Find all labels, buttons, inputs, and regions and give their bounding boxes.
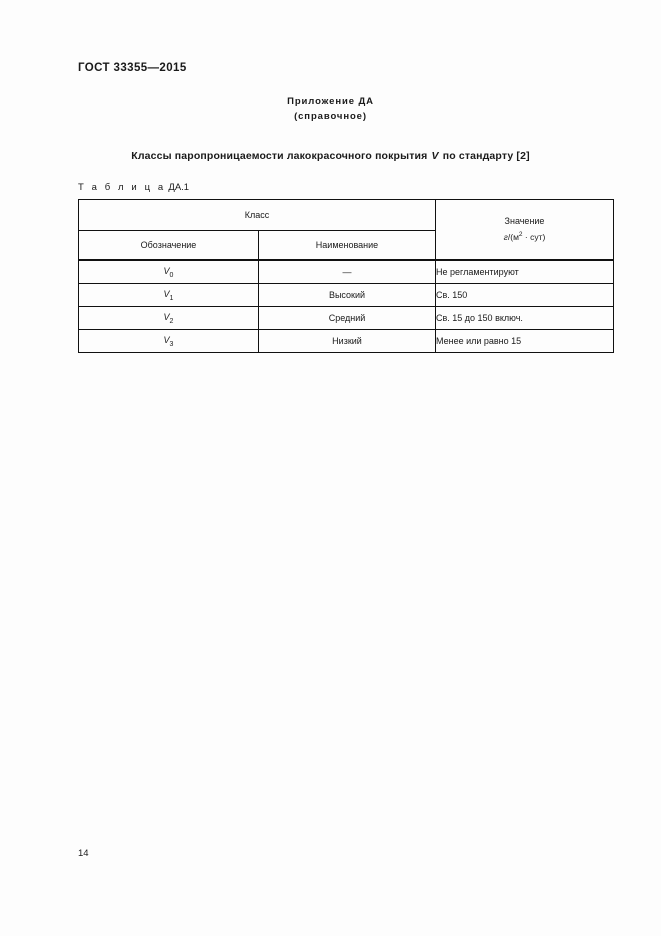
class-symbol: $V_1$ [163,288,174,302]
class-symbol: $V_2$ [163,311,174,325]
page-number: 14 [78,848,89,859]
annex-type: (справочное) [294,111,367,122]
cell-value: Св. 15 до 150 включ. [436,307,614,330]
cell-designation [79,330,259,353]
cell-name: Высокий [259,284,436,307]
vapor-permeability-classes-table [78,199,614,353]
table-header-row-group [79,200,614,231]
cell-designation [79,284,259,307]
header-class-group: Класс [79,200,436,231]
class-symbol: $V_3$ [163,334,174,348]
header-designation: Обозначение [79,231,259,261]
table-caption-number: ДА.1 [168,182,190,193]
table-row [79,284,614,307]
units-gram-symbol: г [503,231,508,242]
units-body: /(м [507,231,519,242]
cell-designation [79,307,259,330]
section-title [0,150,661,162]
table-caption [78,182,189,193]
cell-name: — [259,260,436,284]
annex-heading [0,94,661,124]
table-body [79,260,614,353]
cell-value: Не регламентируют [436,260,614,284]
units-exponent: 2 [518,231,523,239]
annex-label: Приложение ДА [287,96,374,107]
section-title-part2: по стандарту [2] [442,150,530,162]
table-row [79,330,614,353]
class-symbol: $V_0$ [163,265,174,279]
table-row [79,307,614,330]
header-value-label: Значение [504,216,545,227]
table-row [79,260,614,284]
section-title-symbol: V [431,150,439,162]
header-value-units [436,228,613,244]
cell-value: Св. 150 [436,284,614,307]
section-title-part1: Классы паропроницаемости лакокрасочного покрытия [131,150,428,162]
cell-value: Менее или равно 15 [436,330,614,353]
units-suffix: · сут) [522,231,546,242]
standard-number-header: ГОСТ 33355—2015 [78,62,187,74]
header-name: Наименование [259,231,436,261]
cell-designation [79,260,259,284]
table-caption-prefix: Т а б л и ц а [78,182,166,193]
header-value [436,200,614,261]
cell-name: Средний [259,307,436,330]
cell-name: Низкий [259,330,436,353]
